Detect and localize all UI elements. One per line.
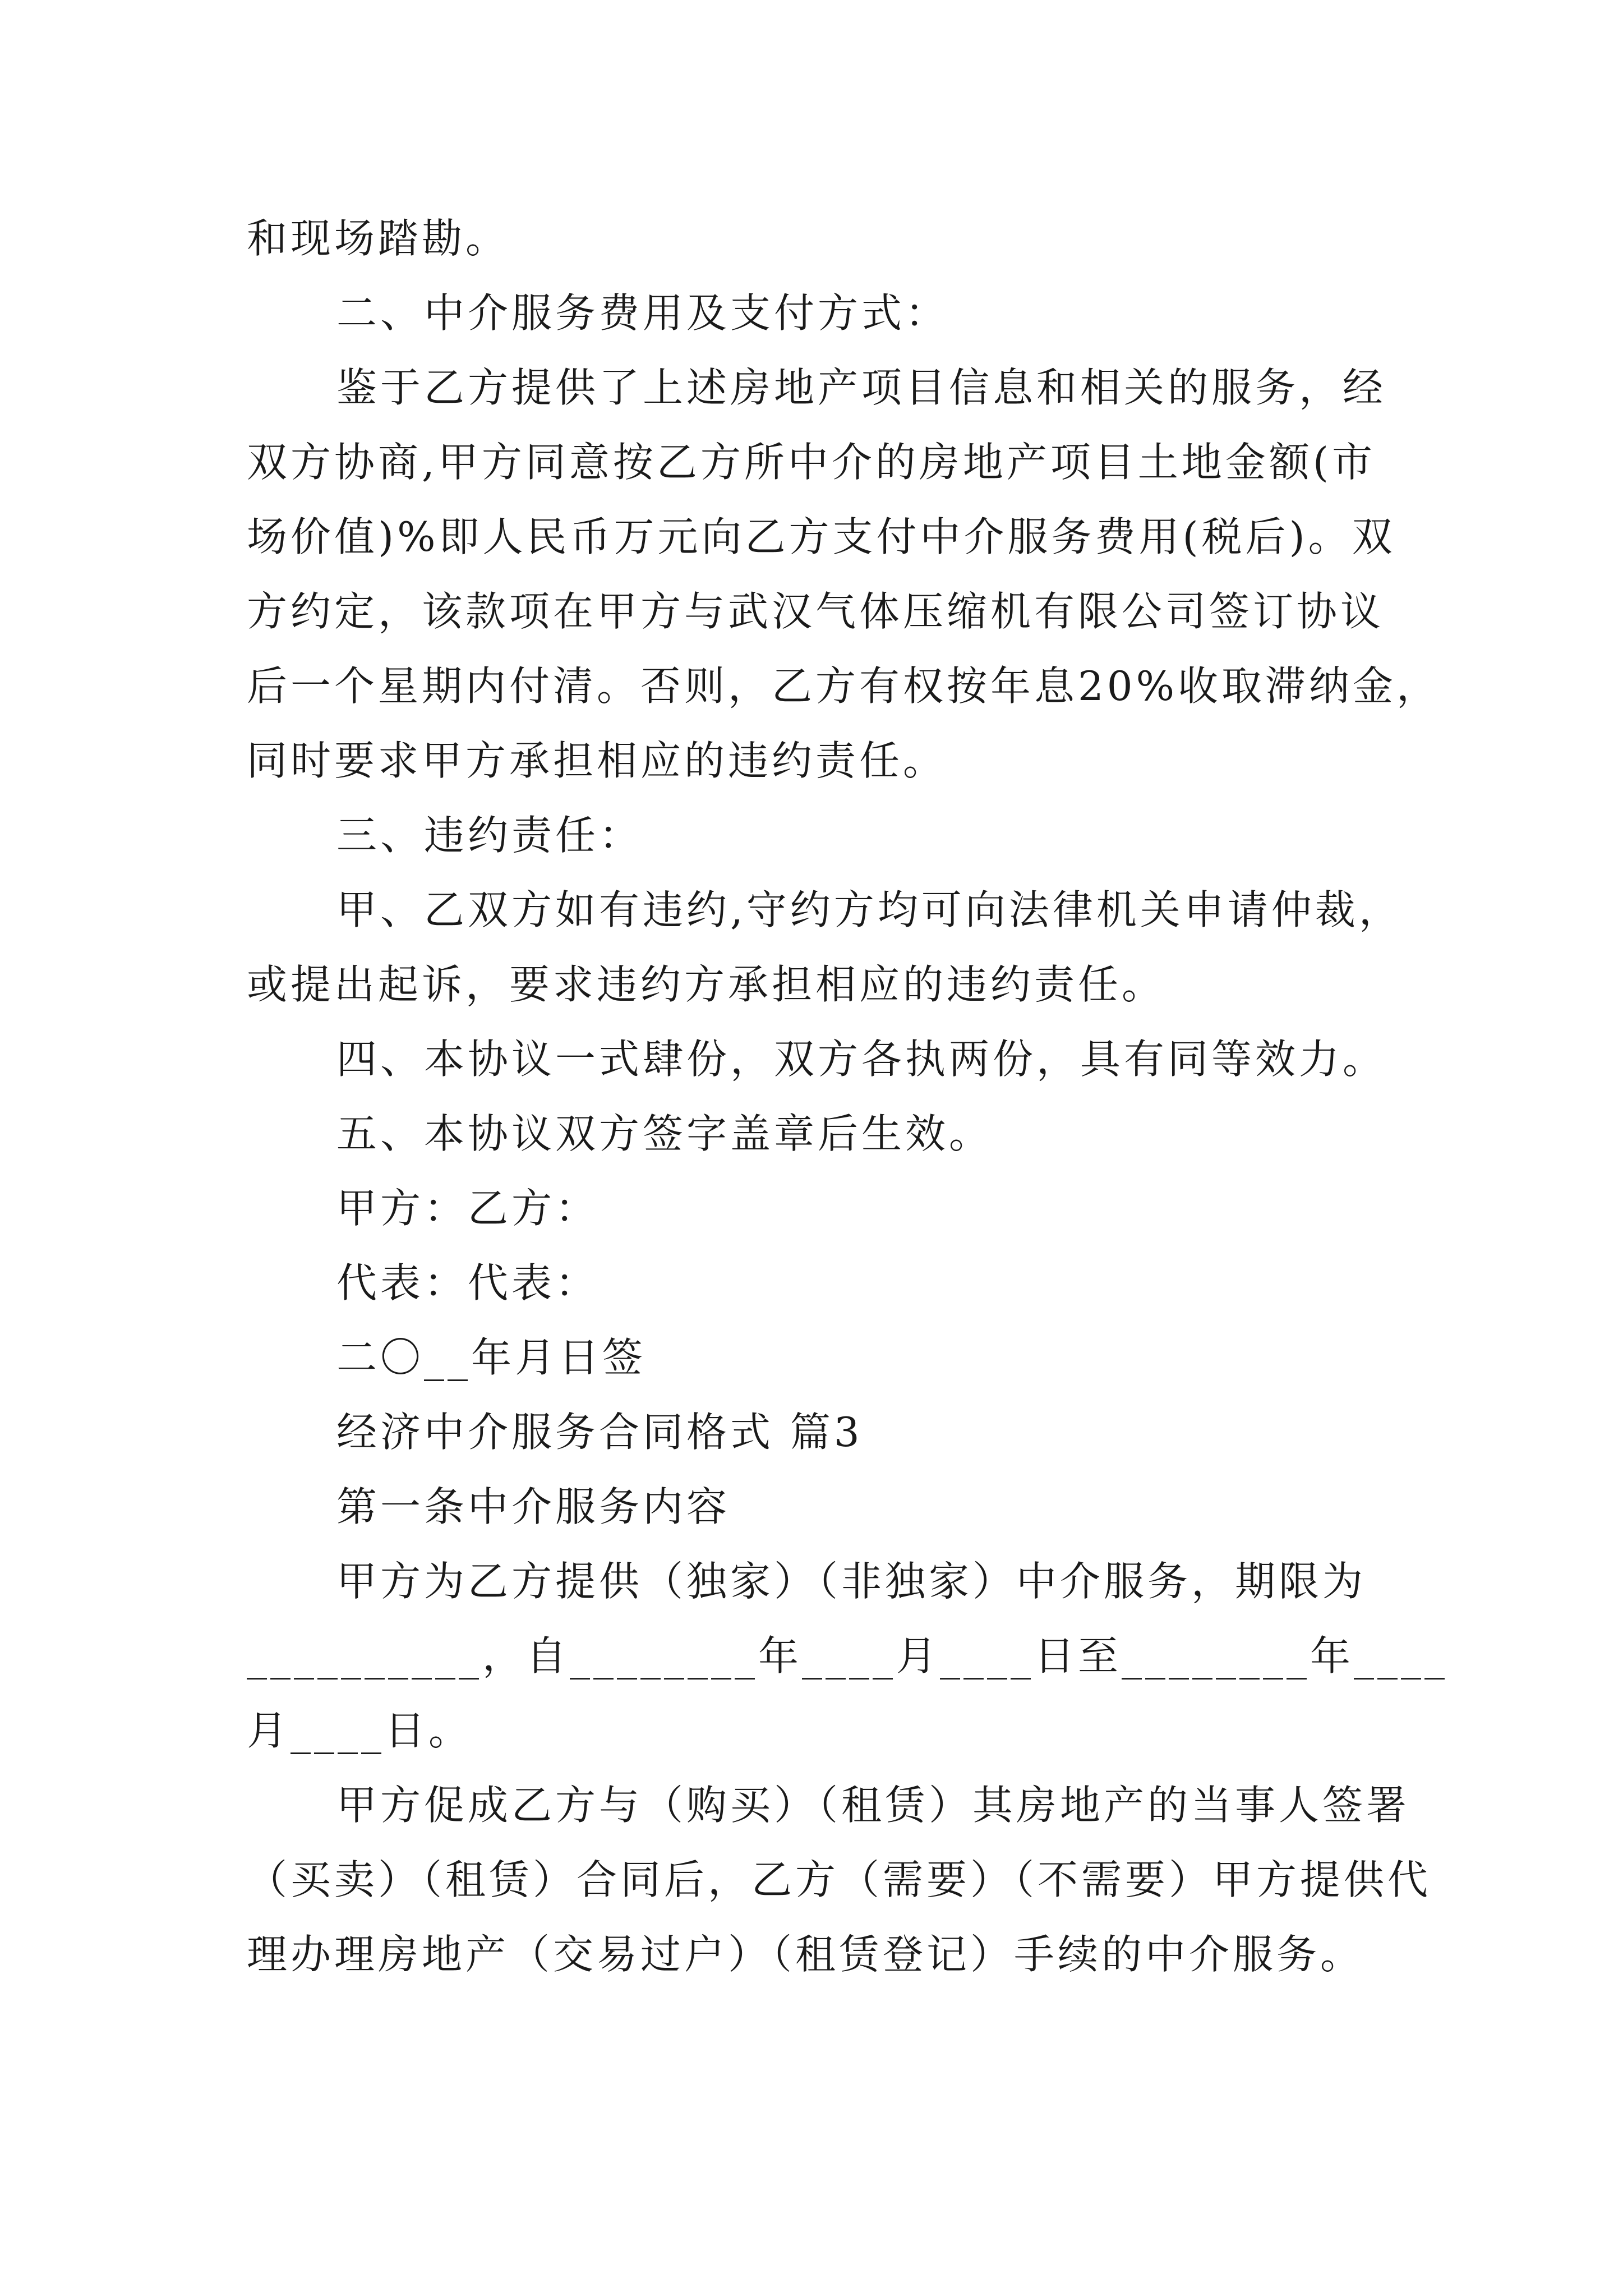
text-line: __________，自________年____月____日至________年____ bbox=[247, 1632, 1449, 1680]
text-line: 双方协商,甲方同意按乙方所中介的房地产项目土地金额(市 bbox=[247, 439, 1376, 486]
text-line: 甲方为乙方提供（独家）（非独家）中介服务，期限为 bbox=[336, 1558, 1367, 1605]
text-line: 月____日。 bbox=[247, 1707, 473, 1754]
text-line: 场价值)%即人民币万元向乙方支付中介服务费用(税后)。双 bbox=[247, 513, 1396, 560]
text-line: （买卖）（租赁）合同后，乙方（需要）（不需要）甲方提供代 bbox=[247, 1856, 1432, 1903]
text-line: 和现场踏勘。 bbox=[247, 215, 510, 262]
document-title: 经济中介服务合同格式 篇3 bbox=[336, 1409, 863, 1456]
text-line: 方约定，该款项在甲方与武汉气体压缩机有限公司签订协议 bbox=[247, 588, 1385, 635]
text-line: 同时要求甲方承担相应的违约责任。 bbox=[247, 737, 947, 784]
text-line: 五、本协议双方签字盖章后生效。 bbox=[336, 1110, 993, 1157]
text-line: 后一个星期内付清。否则，乙方有权按年息20%收取滞纳金， bbox=[247, 662, 1441, 710]
signature-parties: 甲方：乙方： bbox=[336, 1185, 600, 1232]
section-heading: 第一条中介服务内容 bbox=[336, 1483, 731, 1530]
section-heading: 二、中介服务费用及支付方式： bbox=[336, 289, 949, 337]
signature-representatives: 代表：代表： bbox=[336, 1259, 600, 1306]
text-line: 理办理房地产（交易过户）（租赁登记）手续的中介服务。 bbox=[247, 1931, 1364, 1978]
text-line: 或提出起诉，要求违约方承担相应的违约责任。 bbox=[247, 961, 1166, 1008]
section-heading: 三、违约责任： bbox=[336, 812, 643, 859]
text-line: 鉴于乙方提供了上述房地产项目信息和相关的服务，经 bbox=[336, 364, 1387, 411]
text-line: 四、本协议一式肆份，双方各执两份，具有同等效力。 bbox=[336, 1036, 1387, 1083]
text-line: 甲、乙双方如有违约,守约方均可向法律机关申请仲裁， bbox=[336, 886, 1403, 933]
signing-date: 二〇__年月日签 bbox=[336, 1334, 647, 1381]
text-line: 甲方促成乙方与（购买）（租赁）其房地产的当事人签署 bbox=[336, 1782, 1410, 1829]
